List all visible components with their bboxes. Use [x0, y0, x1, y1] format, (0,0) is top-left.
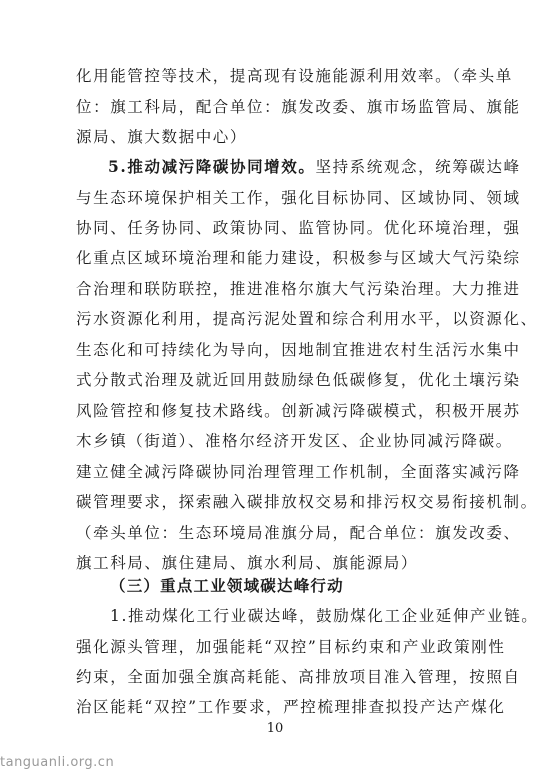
text-line: 旗工科局、旗住建局、旗水利局、旗能源局） — [76, 554, 419, 572]
page-number: 10 — [266, 721, 284, 736]
text-line: 式分散式治理及就近回用鼓励绿色低碳修复，优化土壤污染 — [76, 371, 521, 389]
text-line: （牵头单位：生态环境局准旗分局，配合单位：旗发改委、 — [76, 524, 521, 542]
text-line: 强化源头管理，加强能耗“双控”目标约束和产业政策刚性 — [76, 638, 506, 656]
text-line: 生态化和可持续化为导向，因地制宜推进农村生活污水集中 — [76, 341, 521, 359]
text-line: 化重点区域环境治理和能力建设，积极参与区域大气污染综 — [76, 249, 521, 267]
item-5-rest: 坚持系统观念，统筹碳达峰 — [315, 158, 521, 176]
text-line: 位：旗工科局，配合单位：旗发改委、旗市场监管局、旗能 — [76, 98, 521, 116]
text-line: 建立健全减污降碳协同治理管理工作机制，全面落实减污降 — [76, 463, 521, 481]
text-line: 碳管理要求，探索融入碳排放权交易和排污权交易衔接机制。 — [76, 493, 538, 511]
text-line: 治区能耗“双控”工作要求，严控梳理排查拟投产达产煤化 — [76, 698, 506, 716]
text-line: 合治理和联防联控，推进准格尔旗大气污染治理。大力推进 — [76, 280, 521, 298]
text-line: 化用能管控等技术，提高现有设施能源利用效率。（牵头单 — [76, 67, 513, 85]
text-line: 污水资源化利用，提高污泥处置和综合利用水平，以资源化、 — [76, 310, 538, 328]
watermark: tanguanli.org.cn — [0, 755, 115, 770]
text-line: 与生态环境保护相关工作，强化目标协同、区域协同、领域 — [76, 189, 521, 207]
text-line: 协同、任务协同、政策协同、监管协同。优化环境治理，强 — [76, 219, 521, 237]
text-line: 约束，全面加强全旗高耗能、高排放项目准入管理，按照自 — [76, 668, 521, 686]
text-line: 源局、旗大数据中心） — [76, 128, 248, 146]
item-5-lead: 5.推动减污降碳协同增效。 — [108, 157, 316, 176]
text-line: 木乡镇（街道）、准格尔经济开发区、企业协同减污降碳。 — [76, 432, 513, 450]
section-heading: （三）重点工业领域碳达峰行动 — [110, 576, 344, 595]
paragraph-item-1-first-line: 1.推动煤化工行业碳达峰，鼓励煤化工企业延伸产业链。 — [110, 607, 539, 625]
paragraph-item-5-first-line — [108, 157, 521, 177]
text-line: 风险管控和修复技术路线。创新减污降碳模式，积极开展苏 — [76, 402, 521, 420]
